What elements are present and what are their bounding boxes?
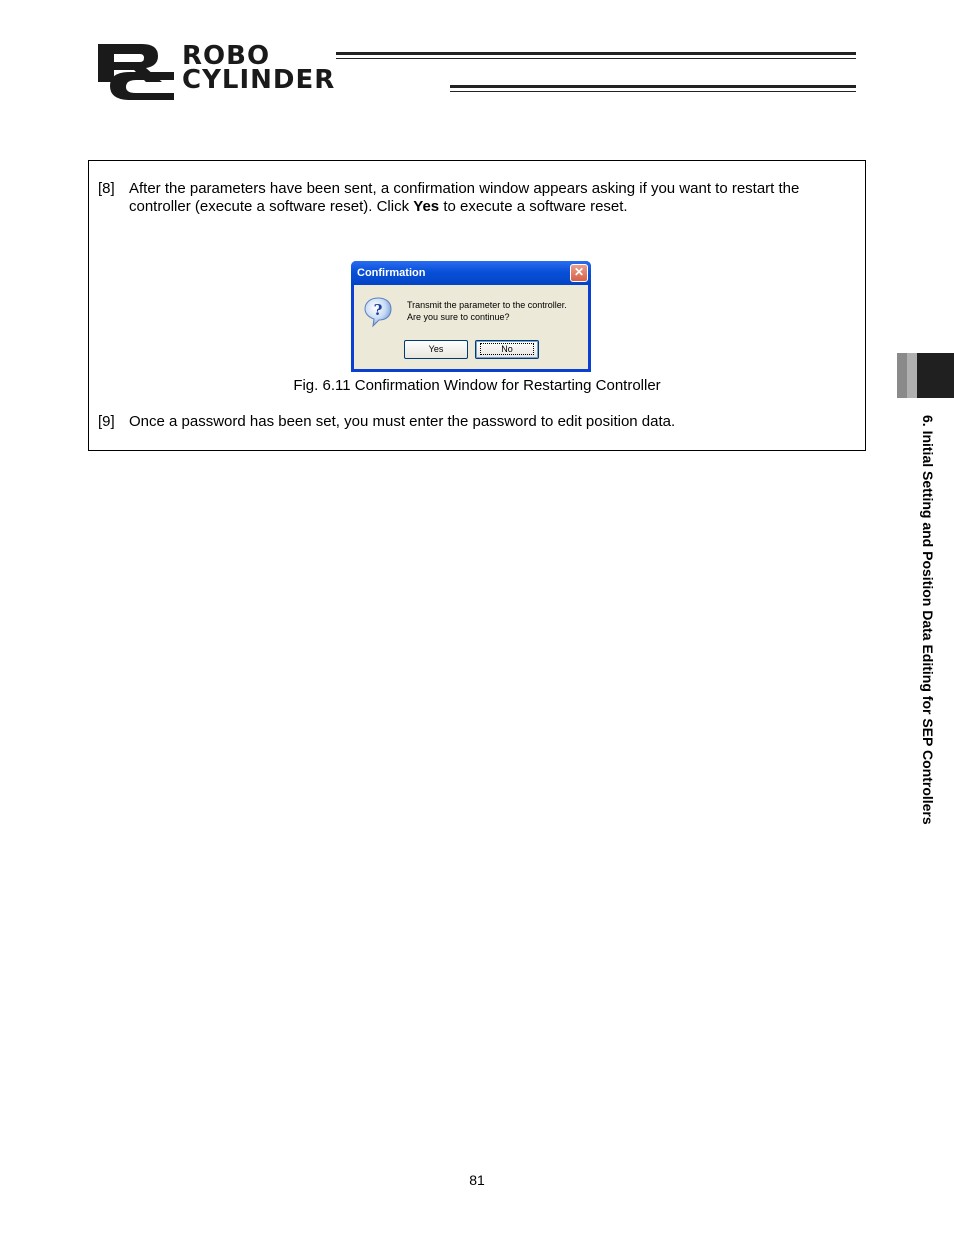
logo-wordmark (182, 41, 336, 95)
logo-line-cylinder: CYLINDER (182, 65, 336, 95)
step-8-text-before: After the parameters have been sent, a confirmation window appears asking if you want to restart the controller (execute a software reset). Click (129, 180, 800, 215)
step-8-bold-yes: Yes (413, 198, 440, 215)
dialog-message-line1: Transmit the parameter to the controller. (407, 300, 567, 310)
page-number: 81 (469, 1172, 485, 1188)
logo-line-robo: ROBO (182, 41, 271, 71)
no-button-label: No (481, 344, 533, 354)
no-button[interactable] (475, 340, 539, 359)
chapter-side-label: 6. Initial Setting and Position Data Editing for SEP Controllers (920, 415, 936, 825)
header-rule-bottom (450, 85, 856, 88)
dialog-title-bar (351, 261, 591, 285)
header-rule-bottom-thin (450, 91, 856, 92)
step-9-text: Once a password has been set, you must enter the password to edit position data. (129, 413, 676, 430)
svg-text:?: ? (373, 301, 383, 319)
dialog-message-line2: Are you sure to continue? (407, 312, 510, 322)
confirmation-dialog (351, 261, 591, 372)
robo-cylinder-logo (96, 42, 866, 102)
dialog-body (354, 285, 588, 369)
figure-caption: Fig. 6.11 Confirmation Window for Restarting Controller (293, 377, 661, 394)
step-8-number: [8] (98, 180, 115, 197)
rc-logo-mark-icon (96, 42, 176, 100)
yes-button[interactable]: Yes (404, 340, 468, 359)
step-8-text (129, 180, 859, 216)
close-icon[interactable]: ✕ (570, 264, 588, 282)
dialog-message (407, 299, 567, 323)
step-8-text-after: to execute a software reset. (439, 198, 628, 215)
header-rule-top-thin (336, 58, 856, 59)
step-9-number: [9] (98, 413, 115, 430)
content-box (88, 160, 866, 451)
header-rule-top (336, 52, 856, 55)
question-icon (363, 296, 393, 328)
dialog-title: Confirmation (357, 267, 426, 279)
chapter-tab-marker (897, 353, 954, 398)
